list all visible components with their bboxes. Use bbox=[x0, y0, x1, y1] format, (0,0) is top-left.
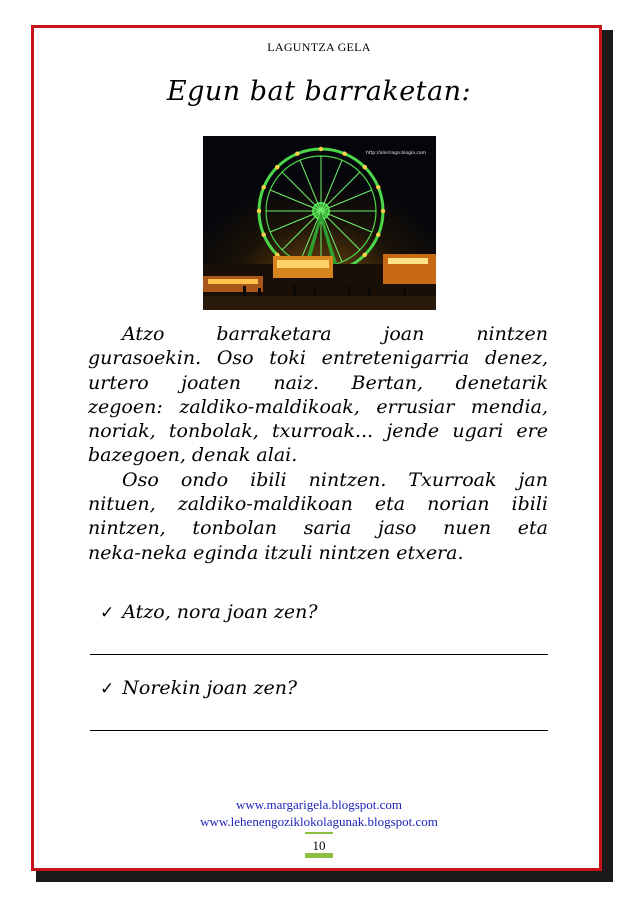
question-text: Atzo, nora joan zen? bbox=[122, 601, 318, 623]
paragraph-line: gurasoekin. Oso toki entretenigarria denez, bbox=[88, 347, 548, 370]
paragraph-line: urtero joaten naiz. Bertan, denetarik bbox=[88, 371, 548, 394]
footer-link-margarigela[interactable]: www.margarigela.blogspot.com bbox=[235, 797, 403, 812]
photo-source-url: http://alorriaga.blogia.com bbox=[366, 151, 426, 156]
page-title: Egun bat barraketan: bbox=[166, 76, 472, 107]
answer-line-1[interactable] bbox=[90, 654, 548, 655]
paragraph-line: nituen, zaldiko-maldikoan eta norian ibili bbox=[88, 493, 548, 516]
page-number-bar-bottom bbox=[305, 853, 333, 858]
answer-line-2[interactable] bbox=[90, 730, 548, 731]
paragraph-line: nintzen, tonbolan saria jaso nuen eta bbox=[88, 517, 548, 540]
checkmark-icon: ✓ bbox=[100, 679, 115, 699]
question-1 bbox=[100, 601, 318, 623]
page-number: 10 bbox=[312, 838, 326, 853]
paragraph-line: zegoen: zaldiko-maldikoak, errusiar mendia, bbox=[88, 395, 548, 418]
paragraph-line: Oso ondo ibili nintzen. Txurroak jan bbox=[122, 468, 548, 491]
reading-paragraph bbox=[88, 322, 548, 565]
paragraph-line: noriak, tonbolak, txurroak... jende ugari ere bbox=[88, 420, 548, 443]
question-text: Norekin joan zen? bbox=[122, 677, 298, 699]
page-number-bar-top bbox=[305, 832, 333, 834]
checkmark-icon: ✓ bbox=[100, 603, 115, 623]
footer-link-lehenengoziklo[interactable]: www.lehenengoziklokolagunak.blogspot.com bbox=[200, 814, 438, 829]
paragraph-line: bazegoen, denak alai. bbox=[88, 444, 298, 467]
page-header: LAGUNTZA GELA bbox=[267, 40, 371, 54]
paragraph-line: Atzo barraketara joan nintzen bbox=[122, 323, 548, 345]
ferris-wheel-photo bbox=[203, 136, 436, 310]
question-2 bbox=[100, 677, 297, 699]
paragraph-line: neka-neka eginda itzuli nintzen etxera. bbox=[88, 541, 464, 564]
